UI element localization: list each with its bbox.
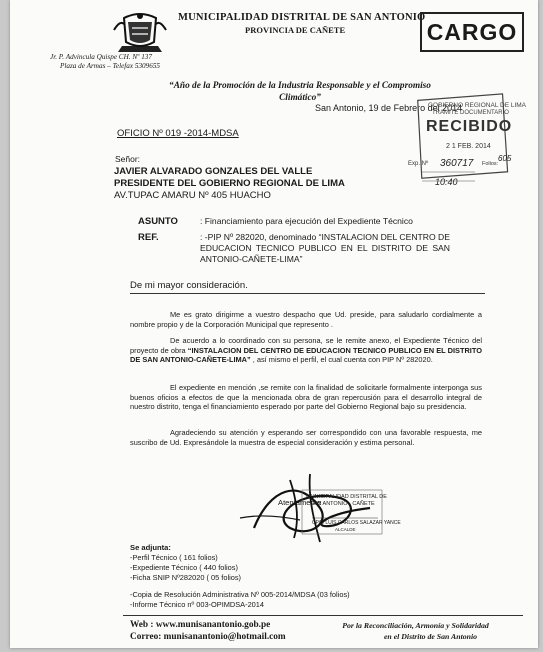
address-block — [50, 53, 160, 71]
footer-slogan — [308, 620, 523, 642]
attachment-item: -Expediente Técnico ( 440 folios) — [130, 563, 238, 572]
seal-text-3: CPC. LUIS CARLOS SALAZAR YANCE — [312, 520, 401, 526]
footer-web: Web : www.munisanantonio.gob.pe — [130, 620, 271, 630]
recipient-name: JAVIER ALVARADO GONZALES DEL VALLE — [114, 166, 313, 177]
year-motto: “Año de la Promoción de la Industria Responsable y el Compromiso Climático” — [169, 81, 431, 103]
cargo-stamp-box: CARGO — [420, 12, 524, 52]
paragraph-2-start: De acuerdo a lo coordinado con su persona, se le remite anexo, el Expediente Técnico del proyecto de obra — [130, 336, 482, 355]
footer-slogan-line-2: en el Distrito de San Antonio — [383, 632, 478, 641]
seal-text-4: ALCALDE — [335, 527, 356, 532]
seal-text-2: SAN ANTONIO - CAÑETE — [310, 501, 375, 507]
ref-text: : -PIP Nº 282020, denominado “INSTALACION DEL CENTRO DE EDUCACION TECNICO PUBLICO EN EL DISTRITO DE SAN ANTONIO-CAÑETE-LIMA” — [200, 232, 450, 264]
address-line-1: Jr. P. Advincula Quispe CH. Nº 137 — [50, 53, 152, 61]
paragraph-2 — [130, 336, 482, 365]
stamp-recibido: RECIBIDO — [426, 118, 513, 135]
stamp-time: 10:40 — [435, 177, 458, 187]
attachment-item: -Ficha SNIP Nº282020 ( 05 folios) — [130, 573, 242, 582]
asunto-text: : Financiamiento para ejecución del Expediente Técnico — [200, 216, 413, 226]
footer-email: Correo: munisanantonio@hotmail.com — [130, 632, 286, 642]
greeting: De mi mayor consideración. — [130, 280, 248, 291]
footer-rule — [123, 615, 523, 616]
stamp-folios-value: 605 — [498, 154, 512, 163]
recipient-address: AV.TUPAC AMARU Nº 405 HUACHO — [114, 190, 271, 201]
stamp-line-top: GOBIERNO REGIONAL DE LIMA — [428, 102, 527, 109]
coat-of-arms-logo — [110, 8, 170, 58]
received-stamp — [380, 93, 527, 193]
atentamente: Atentamente — [278, 498, 322, 507]
municipality-title: MUNICIPALIDAD DISTRITAL DE SAN ANTONIO — [178, 12, 426, 23]
province-subtitle: PROVINCIA DE CAÑETE — [245, 25, 346, 35]
stamp-line-tramite: TRAMITE DOCUMENTARIO — [432, 110, 509, 116]
paragraph-1: Me es grato dirigirme a vuestro despacho que Ud. preside, para saludarlo cordialmente a nombre propio y de la Corporación Municipal que represento . — [130, 310, 482, 329]
paragraph-4: Agradeciendo su atención y esperando ser correspondido con una favorable respuesta, me suscribo de Ud. Expresándole la muestra de especial consideración y estima personal. — [130, 428, 482, 447]
paragraph-2-end: , así mismo el perfil, el cual cuenta con PIP Nº 282020. — [250, 355, 433, 365]
document-page — [10, 0, 538, 648]
address-line-2: Plaza de Armas – Telefax 5309655 — [60, 62, 161, 70]
greeting-rule — [130, 293, 485, 294]
salutation-senor: Señor: — [115, 154, 141, 164]
paragraph-3: El expediente en mención ,se remite con la finalidad de solicitarle formalmente interponga sus buenos oficios a efectos de que la mencionada obra de gran repercusión para el desarrollo integral de nuestro distrito, tenga el financiamiento esperado por parte del Gobierno Regional bajo su presidencia. — [130, 383, 482, 412]
stamp-exp-label: Exp. Nº — [408, 161, 429, 167]
footer-slogan-line-1: Por la Reconciliación, Armonía y Solidaridad — [342, 621, 489, 630]
attachment-item: -Copia de Resolución Administrativa Nº 005-2014/MDSA (03 folios) — [130, 590, 350, 599]
stamp-folios-label: Folios: — [482, 161, 499, 167]
attachments-heading: Se adjunta: — [130, 543, 171, 552]
paragraph-2-project: “INSTALACION DEL CENTRO DE EDUCACION TECNICO PUBLICO EN EL DISTRITO DE SAN ANTONIO-CAÑETE-LIMA” — [130, 345, 482, 365]
recipient-title: PRESIDENTE DEL GOBIERNO REGIONAL DE LIMA — [114, 178, 345, 189]
footer-contact — [130, 620, 286, 642]
signature-and-seal — [230, 468, 401, 550]
asunto-label: ASUNTO — [138, 216, 178, 227]
attachment-item: -Perfil Técnico ( 161 folios) — [130, 553, 218, 562]
attachment-item: -Informe Técnico nº 003-OPIMDSA-2014 — [130, 600, 265, 609]
document-date: San Antonio, 19 de Febrero del 2014 — [315, 103, 463, 113]
stamp-exp-number: 360717 — [440, 158, 474, 169]
oficio-number: OFICIO Nº 019 -2014-MDSA — [117, 128, 239, 139]
stamp-date: 2 1 FEB. 2014 — [446, 143, 491, 150]
seal-text-1: MUNICIPALIDAD DISTRITAL DE — [306, 494, 387, 500]
ref-label: REF. — [138, 232, 159, 243]
